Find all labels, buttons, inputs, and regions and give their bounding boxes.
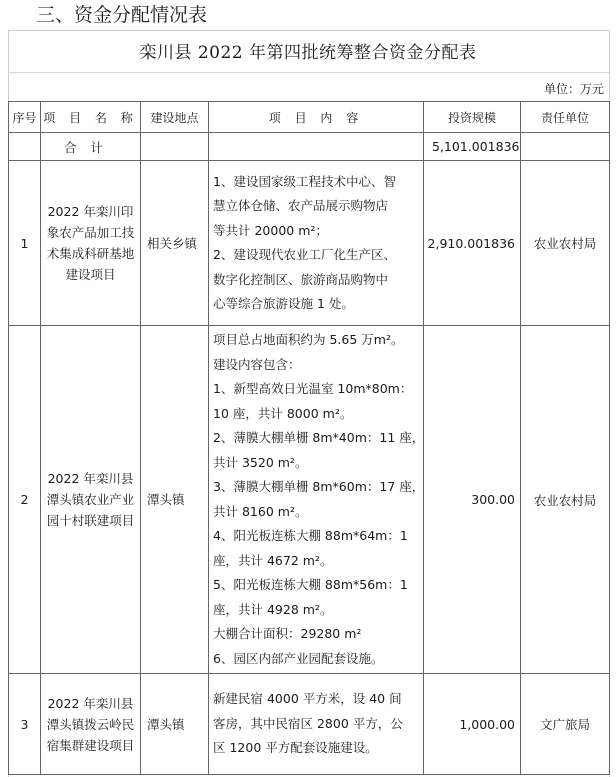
- header-name: 项 目 名 称: [41, 102, 141, 133]
- row-content: [209, 326, 424, 674]
- row-amount: 300.00: [424, 326, 521, 674]
- content-line: 客房，其中民宿区 2800 平方，公: [213, 715, 403, 731]
- header-seq: 序号: [9, 102, 41, 133]
- total-amount: 5,101.001836: [424, 133, 521, 161]
- header-content: 项 目 内 容: [209, 102, 424, 133]
- total-location-cell: [141, 133, 209, 161]
- header-responsible: 责任单位: [521, 102, 610, 133]
- row-seq: 1: [9, 161, 41, 326]
- content-line: 慧立体仓储、农产品展示购物店: [213, 198, 389, 213]
- content-line: 等共计 20000 m²；: [213, 222, 328, 238]
- allocation-table: [8, 101, 610, 775]
- content-line: 新建民宿 4000 平方米，设 40 间: [213, 691, 402, 707]
- content-line: 2、建设现代农业工厂化生产区、: [213, 247, 396, 262]
- row-content: [209, 674, 424, 775]
- total-responsible-cell: [521, 133, 610, 161]
- title-divider: [8, 72, 609, 73]
- row-project-name: 2022 年栾川县潭头镇拨云岭民宿集群建设项目: [41, 674, 141, 775]
- table-row: [9, 674, 610, 775]
- content-line: 4、阳光板连栋大棚 88m*64m：1: [213, 528, 408, 543]
- table-row: [9, 161, 610, 326]
- total-row: [9, 133, 610, 161]
- row-amount: 2,910.001836: [424, 161, 521, 326]
- content-line: 座，共计 4672 m²。: [213, 552, 333, 568]
- content-line: 3、薄膜大棚单栅 8m*60m：17 座，: [213, 479, 425, 494]
- content-line: 数字化控制区、旅游商品购物中: [213, 271, 389, 287]
- content-line: 项目总占地面积约为 5.65 万m²。: [213, 332, 404, 347]
- content-line: 10 座，共计 8000 m²。: [213, 405, 353, 421]
- row-seq: 3: [9, 674, 41, 775]
- row-responsible: 文广旅局: [521, 674, 610, 775]
- content-line: 区 1200 平方配套设施建设。: [213, 740, 378, 756]
- row-location: 潭头镇: [141, 326, 209, 674]
- content-line: 6、园区内部产业园配套设施。: [213, 650, 384, 666]
- row-content: [209, 161, 424, 326]
- header-location: 建设地点: [141, 102, 209, 133]
- total-label: 合计: [41, 133, 141, 161]
- content-line: 共计 8160 m²。: [213, 503, 308, 519]
- unit-note: 单位：万元: [543, 82, 604, 96]
- total-seq-cell: [9, 133, 41, 161]
- content-line: 座，共计 4928 m²。: [213, 601, 333, 617]
- document-title: 栾川县 2022 年第四批统筹整合资金分配表: [139, 43, 477, 63]
- row-project-name: 2022 年栾川县潭头镇农业产业园十村联建项目: [41, 326, 141, 674]
- content-line: 5、阳光板连栋大棚 88m*56m：1: [213, 577, 408, 592]
- row-project-name: 2022 年栾川印象农产品加工技术集成科研基地建设项目: [41, 161, 141, 326]
- content-line: 大棚合计面积：29280 m²: [213, 626, 362, 641]
- content-line: 2、薄膜大棚单栅 8m*40m：11 座，: [213, 430, 425, 445]
- content-line: 心等综合旅游设施 1 处。: [213, 296, 354, 311]
- content-line: 1、建设国家级工程技术中心、智: [213, 173, 396, 189]
- table-row: [9, 326, 610, 674]
- row-location: 潭头镇: [141, 674, 209, 775]
- row-responsible: 农业农村局: [521, 161, 610, 326]
- row-seq: 2: [9, 326, 41, 674]
- table-header-row: [9, 102, 610, 133]
- row-amount: 1,000.00: [424, 674, 521, 775]
- content-line: 1、新型高效日光温室 10m*80m：: [213, 381, 413, 396]
- row-responsible: 农业农村局: [521, 326, 610, 674]
- total-content-cell: [209, 133, 424, 161]
- content-line: 共计 3520 m²。: [213, 454, 308, 470]
- content-line: 建设内容包含：: [213, 356, 301, 372]
- header-amount: 投资规模: [424, 102, 521, 133]
- row-location: 相关乡镇: [141, 161, 209, 326]
- section-heading: 三、资金分配情况表: [36, 4, 208, 26]
